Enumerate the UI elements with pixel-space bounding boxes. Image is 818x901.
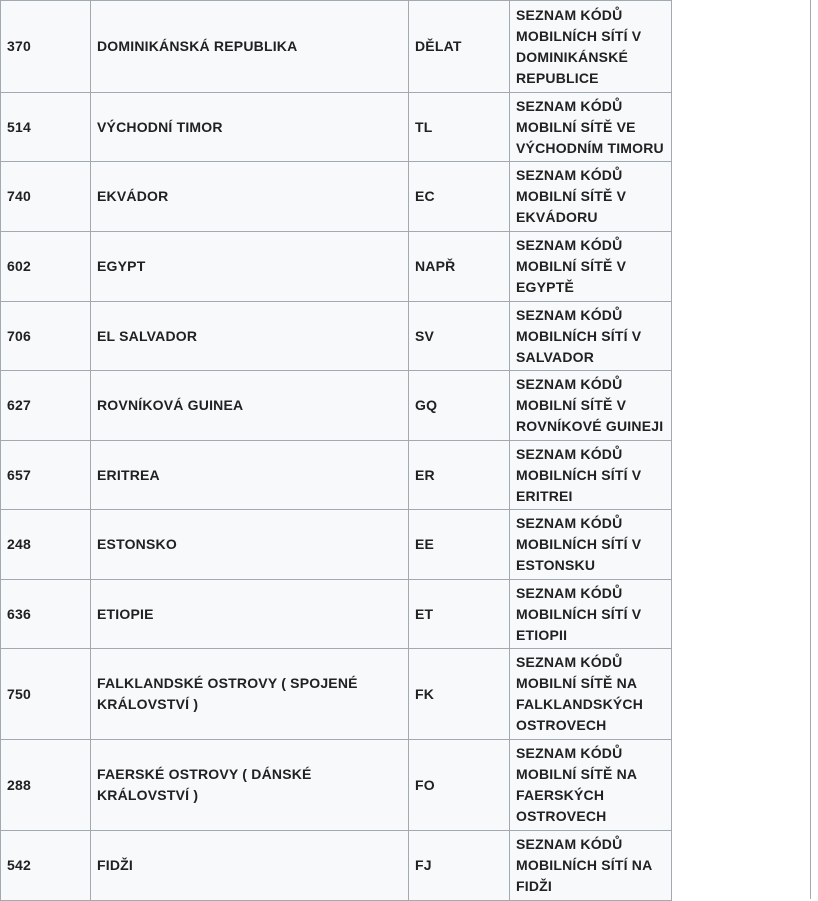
iso-cell: TL — [409, 93, 510, 162]
table-row — [1, 162, 672, 232]
mcc-cell: 602 — [1, 232, 91, 302]
table-row — [1, 93, 672, 162]
country-cell: ETIOPIE — [91, 580, 409, 649]
country-cell: ERITREA — [91, 441, 409, 510]
table-row — [1, 649, 672, 740]
table-row — [1, 1, 672, 93]
mnc-list-link[interactable]: SEZNAM KÓDŮ MOBILNÍ SÍTĚ V ROVNÍKOVÉ GUINEJI — [510, 371, 672, 441]
mnc-list-link[interactable]: SEZNAM KÓDŮ MOBILNÍ SÍTĚ NA FALKLANDSKÝCH OSTROVECH — [510, 649, 672, 740]
iso-cell: ER — [409, 441, 510, 510]
country-cell: EKVÁDOR — [91, 162, 409, 232]
country-cell: ESTONSKO — [91, 510, 409, 580]
mcc-table-body — [1, 1, 672, 901]
mnc-list-link[interactable]: SEZNAM KÓDŮ MOBILNÍCH SÍTÍ V ESTONSKU — [510, 510, 672, 580]
table-row — [1, 441, 672, 510]
mcc-cell: 706 — [1, 302, 91, 371]
country-cell: ROVNÍKOVÁ GUINEA — [91, 371, 409, 441]
mnc-list-link[interactable]: SEZNAM KÓDŮ MOBILNÍCH SÍTÍ NA FIDŽI — [510, 831, 672, 901]
mcc-cell: 370 — [1, 1, 91, 93]
mcc-cell: 514 — [1, 93, 91, 162]
mnc-list-link[interactable]: SEZNAM KÓDŮ MOBILNÍCH SÍTÍ V ETIOPII — [510, 580, 672, 649]
iso-cell: EC — [409, 162, 510, 232]
mcc-cell: 248 — [1, 510, 91, 580]
iso-cell: ET — [409, 580, 510, 649]
table-row — [1, 232, 672, 302]
mcc-cell: 636 — [1, 580, 91, 649]
country-cell: EL SALVADOR — [91, 302, 409, 371]
table-row — [1, 580, 672, 649]
country-cell: EGYPT — [91, 232, 409, 302]
table-row — [1, 740, 672, 831]
table-row — [1, 510, 672, 580]
mnc-list-link[interactable]: SEZNAM KÓDŮ MOBILNÍ SÍTĚ VE VÝCHODNÍM TIMORU — [510, 93, 672, 162]
iso-cell: FO — [409, 740, 510, 831]
mcc-cell: 542 — [1, 831, 91, 901]
table-row — [1, 302, 672, 371]
mnc-list-link[interactable]: SEZNAM KÓDŮ MOBILNÍCH SÍTÍ V ERITREI — [510, 441, 672, 510]
country-cell: DOMINIKÁNSKÁ REPUBLIKA — [91, 1, 409, 93]
mnc-list-link[interactable]: SEZNAM KÓDŮ MOBILNÍCH SÍTÍ V SALVADOR — [510, 302, 672, 371]
iso-cell: SV — [409, 302, 510, 371]
mnc-list-link[interactable]: SEZNAM KÓDŮ MOBILNÍ SÍTĚ NA FAERSKÝCH OSTROVECH — [510, 740, 672, 831]
country-cell: FALKLANDSKÉ OSTROVY ( SPOJENÉ KRÁLOVSTVÍ ) — [91, 649, 409, 740]
iso-cell: DĚLAT — [409, 1, 510, 93]
table-row — [1, 371, 672, 441]
mcc-cell: 750 — [1, 649, 91, 740]
iso-cell: EE — [409, 510, 510, 580]
mcc-cell: 740 — [1, 162, 91, 232]
mcc-cell: 657 — [1, 441, 91, 510]
iso-cell: FK — [409, 649, 510, 740]
iso-cell: GQ — [409, 371, 510, 441]
mcc-cell: 627 — [1, 371, 91, 441]
table-row — [1, 831, 672, 901]
mnc-list-link[interactable]: SEZNAM KÓDŮ MOBILNÍCH SÍTÍ V DOMINIKÁNSKÉ REPUBLICE — [510, 1, 672, 93]
iso-cell: FJ — [409, 831, 510, 901]
country-cell: FAERSKÉ OSTROVY ( DÁNSKÉ KRÁLOVSTVÍ ) — [91, 740, 409, 831]
mcc-cell: 288 — [1, 740, 91, 831]
country-cell: VÝCHODNÍ TIMOR — [91, 93, 409, 162]
iso-cell: NAPŘ — [409, 232, 510, 302]
country-cell: FIDŽI — [91, 831, 409, 901]
mnc-list-link[interactable]: SEZNAM KÓDŮ MOBILNÍ SÍTĚ V EGYPTĚ — [510, 232, 672, 302]
mnc-list-link[interactable]: SEZNAM KÓDŮ MOBILNÍ SÍTĚ V EKVÁDORU — [510, 162, 672, 232]
